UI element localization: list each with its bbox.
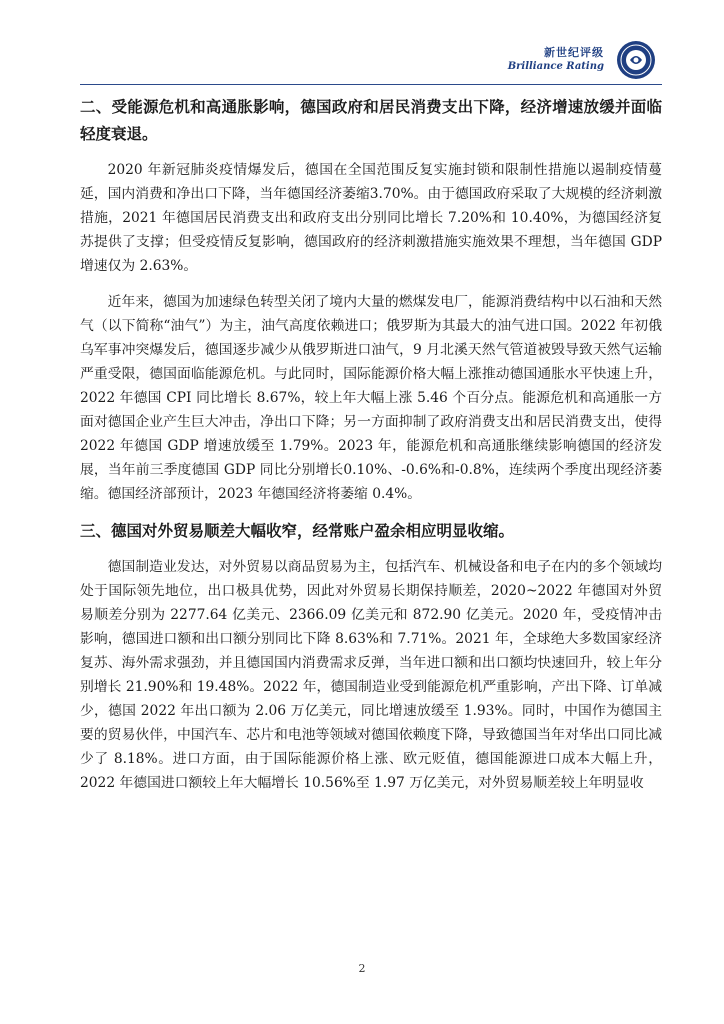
section-2-paragraph-1: 2020 年新冠肺炎疫情爆发后，德国在全国范围反复实施封锁和限制性措施以遏制疫情蔓延，国内消费和净出口下降，当年德国经济萎缩3.70%。由于德国政府采取了大规模的经济刺激措施，2021 年德国居民消费支出和政府支出分别同比增长 7.20%和 10.40%，为德国经济复苏提供了支撑；但受疫情反复影响，德国政府的经济刺激措施实施效果不理想，当年德国 GDP 增速仅为 2.63%。 (80, 162, 662, 274)
brand-name (508, 46, 604, 74)
section-3-paragraph-1: 德国制造业发达，对外贸易以商品贸易为主，包括汽车、机械设备和电子在内的多个领域均处于国际领先地位，出口极具优势，因此对外贸易长期保持顺差，2020~2022 年德国对外贸易顺差分别为 2277.64 亿美元、2366.09 亿美元和 872.90 亿美元。2020 年，受疫情冲击影响，德国进口额和出口额分别同比下降 8.63%和 7.71%。2021 年，全球绝大多数国家经济复苏、海外需求强劲，并且德国国内消费需求反弹，当年进口额和出口额均快速回升，较上年分别增长 21.90%和 19.48%。2022 年，德国制造业受到能源危机严重影响，产出下降、订单减少，德国 2022 年出口额为 2.06 万亿美元，同比增速放缓至 1.93%。同时，中国作为德国主要的贸易伙伴，中国汽车、芯片和电池等领域对德国依赖度下降，导致德国当年对华出口同比减少了 8.18%。进口方面，由于国际能源价格上涨、欧元贬值，德国能源进口成本大幅上升，2022 年德国进口额较上年大幅增长 10.56%至 1.97 万亿美元，对外贸易顺差较上年明显收 (80, 559, 662, 791)
document-body (80, 94, 662, 807)
section-2-paragraph-2: 近年来，德国为加速绿色转型关闭了境内大量的燃煤发电厂，能源消费结构中以石油和天然气（以下简称“油气”）为主，油气高度依赖进口；俄罗斯为其最大的油气进口国。2022 年初俄乌军事冲突爆发后，德国逐步减少从俄罗斯进口油气，9 月北溪天然气管道被毁导致天然气运输严重受限，德国面临能源危机。与此同时，国际能源价格大幅上涨推动德国通胀水平快速上升，2022 年德国 CPI 同比增长 8.67%，较上年大幅上涨 5.46 个百分点。能源危机和高通胀一方面对德国企业产生巨大冲击，净出口下降；另一方面抑制了政府消费支出和居民消费支出，使得 2022 年德国 GDP 增速放缓至 1.79%。2023 年，能源危机和高通胀继续影响德国的经济发展，当年前三季度德国 GDP 同比分别增长0.10%、-0.6%和-0.8%，连续两个季度出现经济萎缩。德国经济部预计，2023 年德国经济将萎缩 0.4%。 (80, 294, 662, 502)
section-2-heading: 二、受能源危机和高通胀影响，德国政府和居民消费支出下降，经济增速放缓并面临轻度衰退。 (80, 98, 662, 143)
brand-name-en: Brilliance Rating (507, 61, 604, 72)
page-header (80, 38, 662, 85)
page-number: 2 (358, 962, 366, 975)
brilliance-rating-logo-icon (616, 40, 656, 80)
brand-name-cn: 新世纪评级 (544, 46, 604, 59)
section-3-heading: 三、德国对外贸易顺差大幅收窄，经常账户盈余相应明显收缩。 (80, 522, 515, 540)
